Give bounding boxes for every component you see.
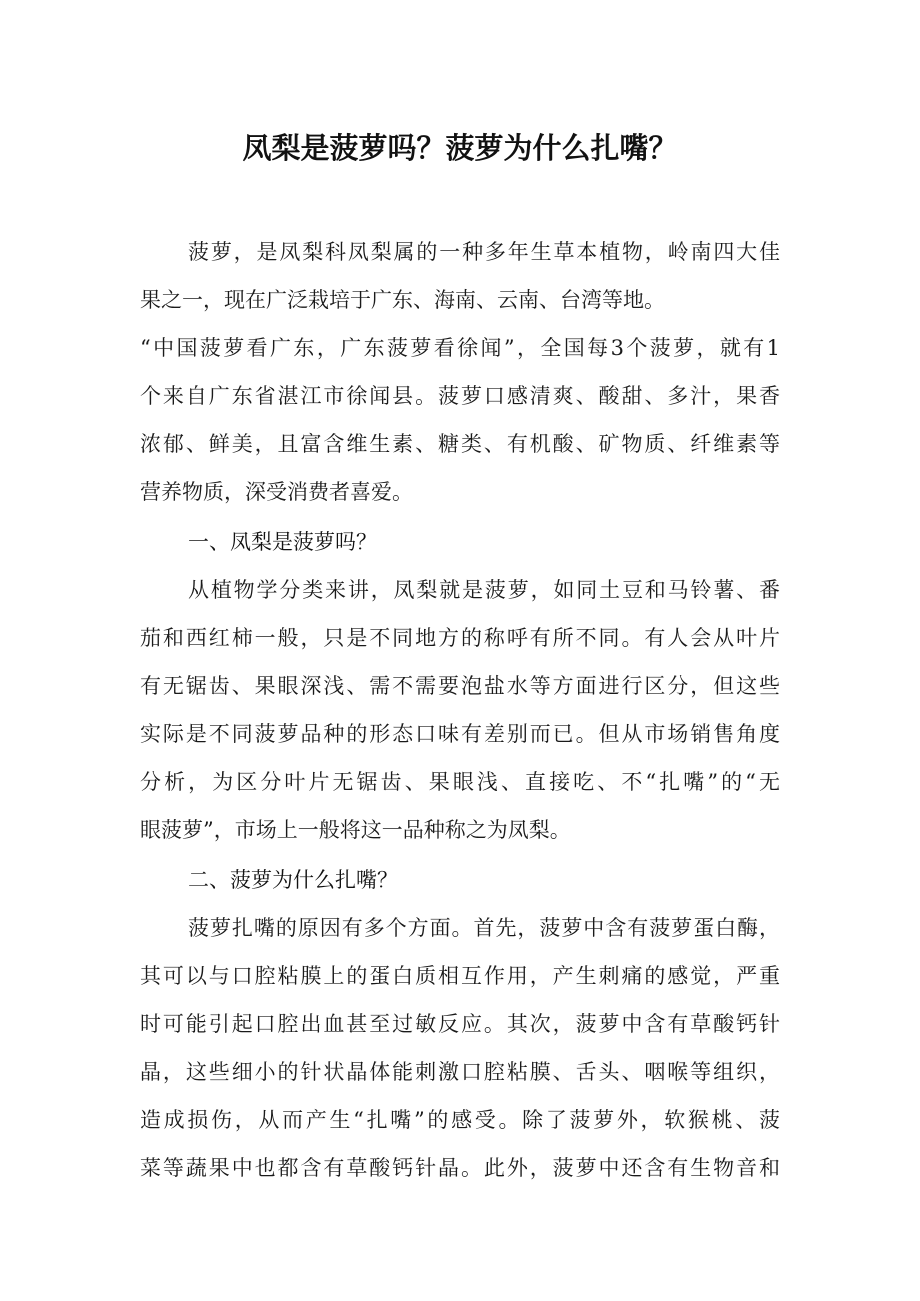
section-1-line-3: 有无锯齿、果眼深浅、需不需要泡盐水等方面进行区分，但这些 — [140, 674, 780, 698]
section-1-line-5: 分析，为区分叶片无锯齿、果眼浅、直接吃、不“扎嘴”的“无 — [140, 770, 780, 794]
section-2-line-2: 其可以与口腔粘膜上的蛋白质相互作用，产生刺痛的感觉，严重 — [140, 964, 780, 988]
section-2-heading: 二、菠萝为什么扎嘴？ — [188, 868, 398, 892]
section-2-line-3: 时可能引起口腔出血甚至过敏反应。其次，菠萝中含有草酸钙针 — [140, 1012, 780, 1036]
section-2-line-5: 造成损伤，从而产生“扎嘴”的感受。除了菠萝外，软猴桃、菠 — [140, 1108, 780, 1132]
paragraph-2-line-4: 营养物质，深受消费者喜爱。 — [140, 480, 413, 504]
section-1-line-6: 眼菠萝”，市场上一般将这一品种称之为凤梨。 — [140, 818, 571, 842]
paragraph-2-line-2: 个来自广东省湛江市徐闻县。菠萝口感清爽、酸甜、多汁，果香 — [140, 384, 780, 408]
section-2-line-1: 菠萝扎嘴的原因有多个方面。首先，菠萝中含有菠萝蛋白酶， — [188, 916, 780, 940]
paragraph-1-line-1: 菠萝，是凤梨科凤梨属的一种多年生草本植物，岭南四大佳 — [188, 240, 780, 264]
paragraph-1-line-2: 果之一，现在广泛栽培于广东、海南、云南、台湾等地。 — [140, 288, 665, 312]
section-1-line-1: 从植物学分类来讲，凤梨就是菠萝，如同土豆和马铃薯、番 — [188, 578, 780, 602]
document-title: 凤梨是菠萝吗？菠萝为什么扎嘴？ — [242, 131, 678, 165]
section-1-line-2: 茄和西红柿一般，只是不同地方的称呼有所不同。有人会从叶片 — [140, 626, 780, 650]
section-2-line-6: 菜等蔬果中也都含有草酸钙针晶。此外，菠萝中还含有生物音和 — [140, 1156, 780, 1180]
section-1-heading: 一、凤梨是菠萝吗？ — [188, 530, 377, 554]
section-2-line-4: 晶，这些细小的针状晶体能刺激口腔粘膜、舌头、咽喉等组织， — [140, 1060, 780, 1084]
paragraph-2-line-1: “中国菠萝看广东，广东菠萝看徐闻”，全国每3个菠萝，就有1 — [140, 336, 780, 360]
section-1-line-4: 实际是不同菠萝品种的形态口味有差别而已。但从市场销售角度 — [140, 722, 780, 746]
paragraph-2-line-3: 浓郁、鲜美，且富含维生素、糖类、有机酸、矿物质、纤维素等 — [140, 432, 780, 456]
